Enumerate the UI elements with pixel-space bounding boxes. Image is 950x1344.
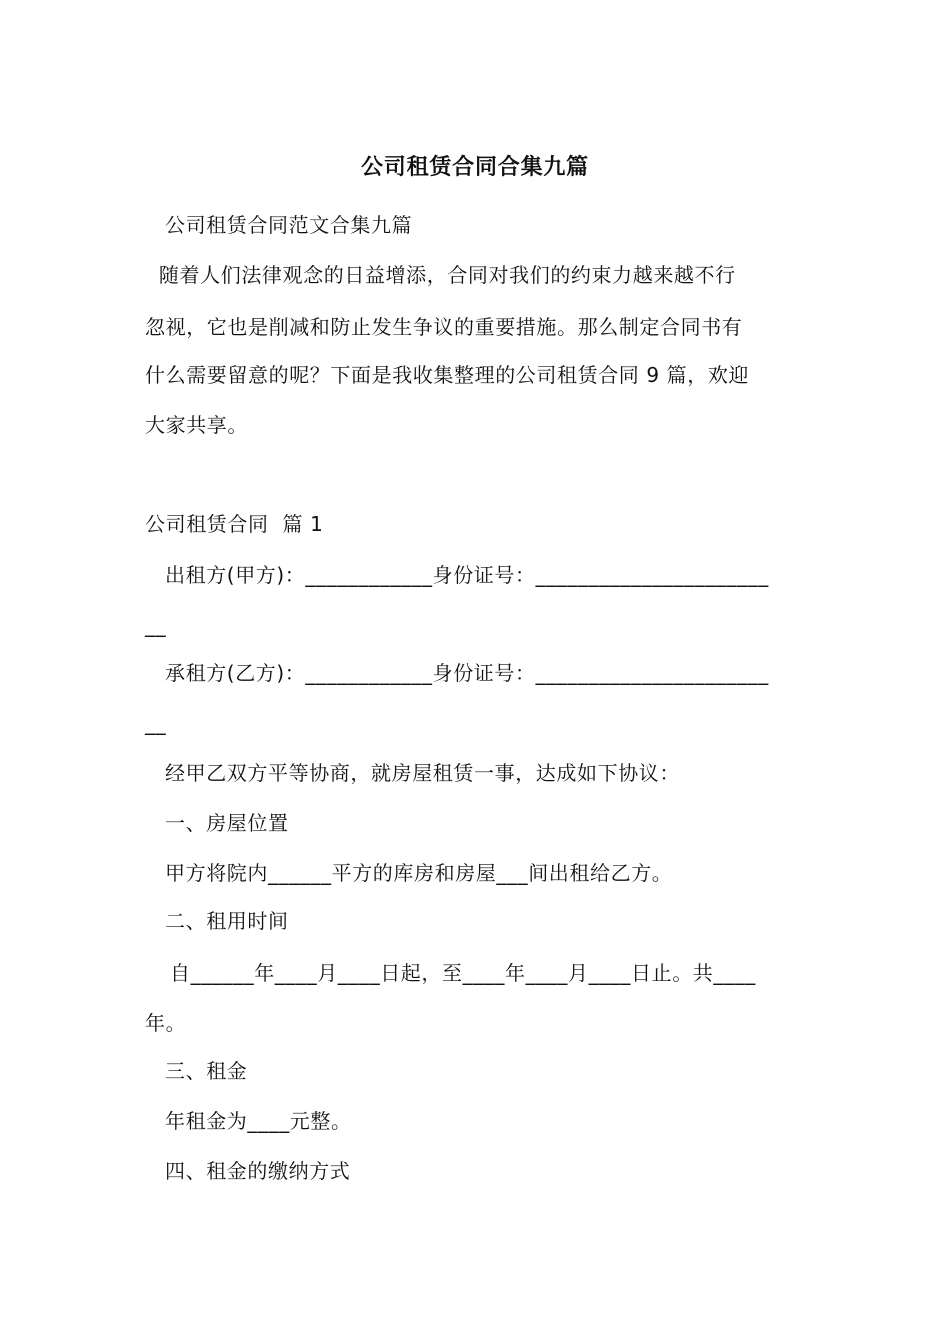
intro-line-1: 随着人们法律观念的日益增添，合同对我们的约束力越来越不行 bbox=[145, 263, 736, 287]
clause1-heading: 一、房屋位置 bbox=[165, 811, 289, 835]
intro-line-4: 大家共享。 bbox=[145, 413, 248, 437]
intro-line-2: 忽视，它也是削减和防止发生争议的重要措施。那么制定合同书有 bbox=[145, 315, 743, 339]
lessee-line: 承租方(乙方)：____________身份证号：______________________ bbox=[165, 661, 769, 685]
clause4-heading: 四、租金的缴纳方式 bbox=[165, 1159, 351, 1183]
clause2-heading: 二、租用时间 bbox=[165, 909, 289, 933]
clause2-tail: 年。 bbox=[145, 1011, 187, 1035]
document-subtitle: 公司租赁合同范文合集九篇 bbox=[165, 213, 413, 237]
clause3-text: 年租金为____元整。 bbox=[165, 1109, 352, 1133]
intro-line-3: 什么需要留意的呢？下面是我收集整理的公司租赁合同 9 篇，欢迎 bbox=[145, 363, 750, 387]
lessee-line-tail: __ bbox=[145, 711, 167, 735]
clause3-heading: 三、租金 bbox=[165, 1059, 248, 1083]
document-title: 公司租赁合同合集九篇 bbox=[360, 155, 589, 180]
section-heading: 公司租赁合同 篇 1 bbox=[145, 512, 324, 536]
agreement-line: 经甲乙双方平等协商，就房屋租赁一事，达成如下协议： bbox=[165, 761, 680, 785]
clause2-text: 自______年____月____日起，至____年____月____日止。共____ bbox=[170, 961, 756, 985]
lessor-line: 出租方(甲方)：____________身份证号：______________________ bbox=[165, 563, 769, 587]
clause1-text: 甲方将院内______平方的库房和房屋___间出租给乙方。 bbox=[165, 861, 673, 885]
lessor-line-tail: __ bbox=[145, 613, 167, 637]
